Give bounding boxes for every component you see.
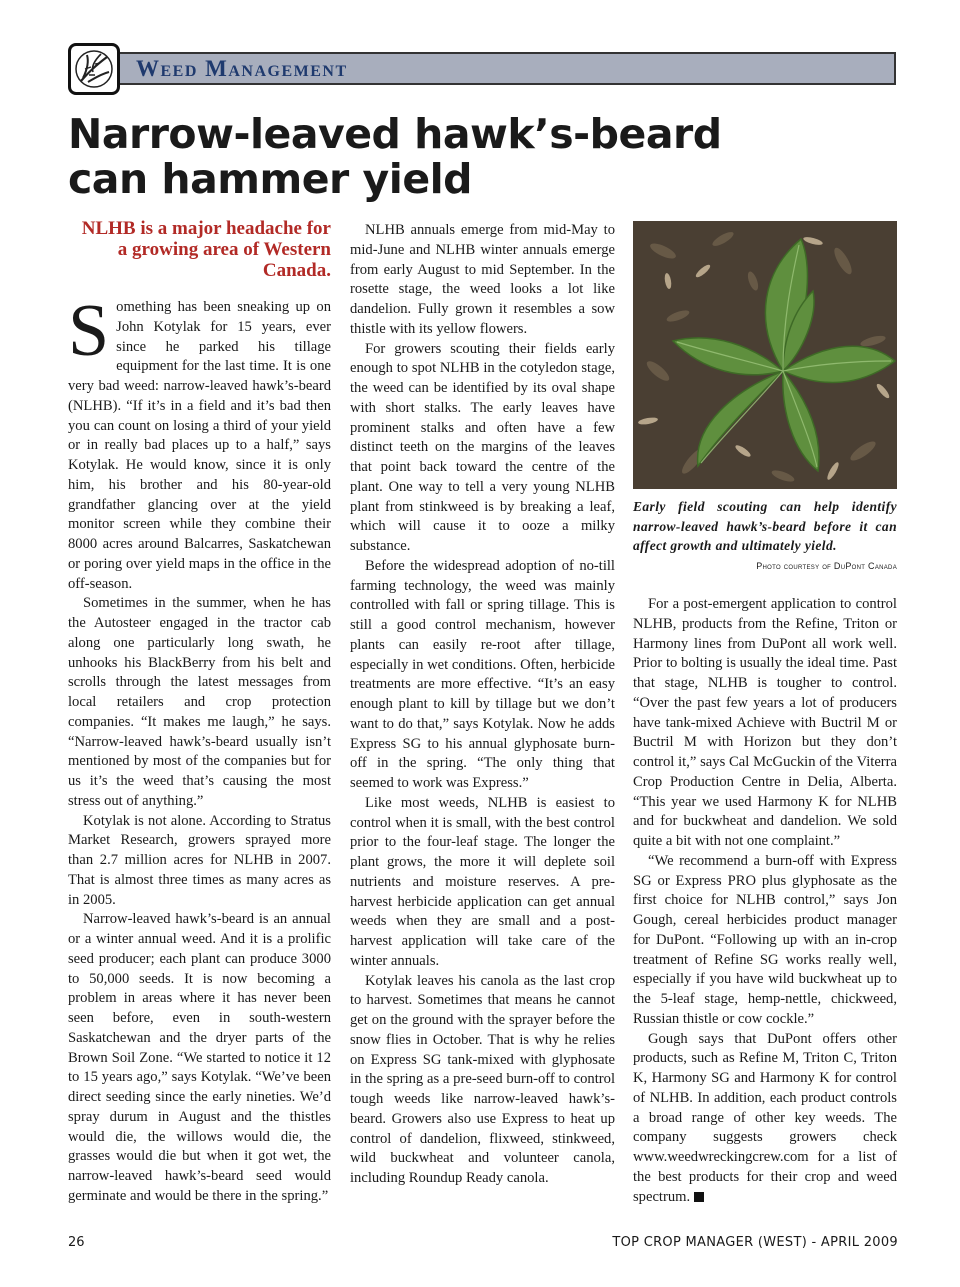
section-header	[68, 43, 898, 95]
paragraph: For growers scouting their fields early enough to spot NLHB in the cotyledon stage, the weed can be identified by its oval shape with short stalks. The early leaves have prominent stalks and often have a few distinct teeth on the margins of the leaves that point back toward the centre of the plant. One way to tell a very young NLHB plant from stinkweed is by breaking a leaf, which will cause it to ooze a milky substance.	[350, 340, 615, 554]
headline-line-2: can hammer yield	[68, 155, 473, 203]
weed-photo	[633, 221, 897, 489]
paragraph: Kotylak leaves his canola as the last crop to harvest. Sometimes that means he cannot get on the ground with the sprayer before the snow flies in October. That is why he relies on Express SG tank-mixed with glyphosate in the spring as a pre-seed burn-off to control tough weeds like narrow-leaved hawk’s-beard. Growers also use Express to heat up control of dandelion, flixweed, stinkweed, wild buckwheat and volunteer canola, including Roundup Ready canola.	[350, 972, 615, 1186]
end-of-article-mark	[694, 1192, 704, 1202]
paragraph: Before the widespread adoption of no-till farming technology, the weed was mainly controlled with fall or spring tillage. This is still a good control mechanism, however plants can easily re-root after tillage, especially in wet conditions. Often, herbicide treatments are more effective. “It’s an easy enough plant to kill by tillage but we don’t want to do that,” says Kotylak. Now he adds Express SG to his annual glyphosate burn-off in the spring. “The only thing that seemed to work was Express.”	[350, 557, 615, 791]
headline-line-1: Narrow-leaved hawk’s-beard	[68, 110, 722, 158]
paragraph: Like most weeds, NLHB is easiest to control when it is small, with the best control prior to the four-leaf stage. The longer the plant grows, the more it will deplete soil nutrients and moisture reserves. A pre-harvest herbicide application can get annual weeds when they are small and a post-harvest application will take care of the winter annuals.	[350, 794, 615, 969]
drop-cap: S	[68, 290, 110, 372]
paragraph: Narrow-leaved hawk’s-beard is an annual or a winter annual weed. And it is a prolific seed producer; each plant can produce 3000 to 50,000 seeds. It is now becoming a problem in areas where it has never been seen before, even in south-western Saskatchewan and the dryer parts of the Brown Soil Zone. “We started to notice it 12 to 15 years ago,” says Kotylak. “We’ve been direct seeding since the early nineties. We’d spray durum in August and the thistles would die, the willows would die, the grasses would die but when it got wet, the narrow-leaved hawk’s-beard seed would germinate and would be there in the spring.”	[68, 911, 331, 1204]
paragraph: Kotylak is not alone. According to Stratus Market Research, growers sprayed more than 2.7 million acres for NLHB in 2007. That is almost three times as many acres as in 2005.	[68, 812, 331, 908]
headline	[68, 112, 828, 202]
photo-credit: Photo courtesy of DuPont Canada	[756, 561, 897, 571]
deck: NLHB is a major headache for a growing area of Western Canada.	[81, 218, 331, 281]
column-3	[633, 595, 897, 1207]
paragraph: “We recommend a burn-off with Express SG or Express PRO plus glyphosate as the first choice for NLHB control,” says Jon Gough, cereal herbicides product manager for DuPont. “Following up with an in-crop treatment of Refine SG works really well, especially if you have wild buckwheat up to the 5-leaf stage, hemp-nettle, chickweed, Russian thistle or cow cockle.”	[633, 852, 897, 1027]
paragraph: For a post-emergent application to control NLHB, products from the Refine, Triton or Harmony lines from DuPont all work well. Prior to bolting is usually the ideal time. Past that stage, NLHB is tougher to control. “Over the past few years a lot of producers have tank-mixed Achieve with Buctril M or Buctril M with Horizon but they don’t control it,” says Cal McGuckin of the Viterra Crop Production Centre in Delia, Alberta. “This year we used Harmony K for NLHB and for buckwheat and dandelion. We sold quite a bit with not one complaint.”	[633, 596, 897, 849]
photo-caption: Early field scouting can help identify narrow-leaved hawk’s-beard before it can affect growth and ultimately yield.	[633, 499, 897, 553]
section-title: Weed Management	[136, 56, 348, 81]
column-2	[350, 221, 615, 1189]
weed-logo-icon	[68, 43, 120, 95]
section-band	[120, 52, 896, 85]
column-1	[68, 290, 331, 1207]
page-number: 26	[68, 1235, 85, 1250]
paragraph-text: omething has been sneaking up on John Kotylak for 15 years, ever since he parked his tillage equipment for the last time. It is one very bad weed: narrow-leaved hawk’s-beard (NLHB). “If it’s in a field and it’s bad then you can count on losing a third of your yield or in really bad places up to a half,” says Kotylak. He would know, since it is only him, his brother and his 80-year-old grandfather glancing over at the yield monitor screen while they combine their 8000 acres around Balcarres, Saskatchewan or poring over yield maps in the office in the off-season.	[68, 299, 331, 592]
paragraph	[68, 290, 331, 594]
publication-footer: TOP CROP MANAGER (WEST) - APRIL 2009	[612, 1235, 898, 1250]
paragraph: Sometimes in the summer, when he has the Autosteer engaged in the tractor cab along one particularly long swath, he unhooks his BlackBerry from his belt and scrolls through the latest messages from local retailers and crop protection companies. “It makes me laugh,” he says. “Narrow-leaved hawk’s-beard usually isn’t mentioned by most of the companies but for us it’s the weed that’s causing the most stress out of anything.”	[68, 595, 331, 809]
paragraph: NLHB annuals emerge from mid-May to mid-June and NLHB winter annuals emerge from early August to mid September. In the rosette stage, the weed looks a lot like dandelion. Fully grown it resembles a sow thistle with its yellow flowers.	[350, 222, 615, 337]
paragraph	[633, 1030, 897, 1208]
paragraph-text: Gough says that DuPont offers other products, such as Refine M, Triton C, Triton K, Harmony SG and Harmony K for control of NLHB. In addition, each product controls a broad range of other key weeds. The company suggests growers check www.weedwreckingcrew.com for a list of the best products for their crop and weed spectrum.	[633, 1030, 897, 1205]
